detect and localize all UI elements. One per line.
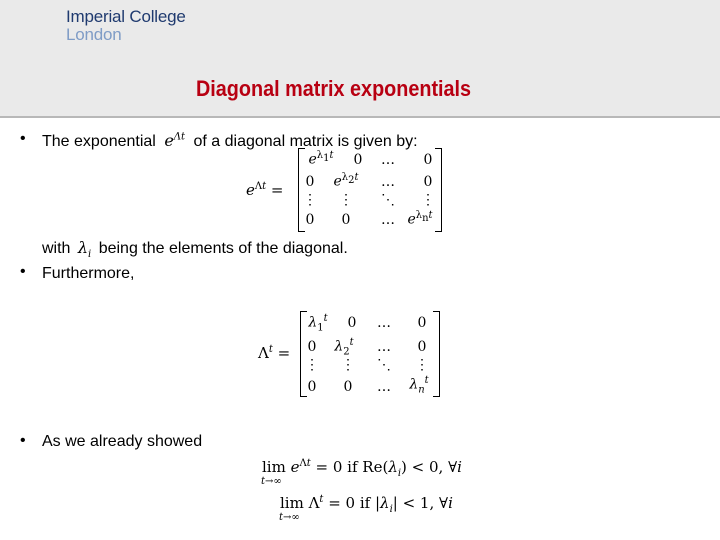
right-bracket: [433, 311, 440, 397]
limit-1-subscript: t→∞: [261, 476, 282, 487]
matrix-1-cell-2-2: ⋱: [381, 192, 395, 208]
matrix-1-cell-0-3: 0: [423, 152, 433, 168]
bullet-marker-1: •: [20, 130, 26, 147]
bullet-2-text: Furthermore,: [42, 265, 135, 282]
logo-line-2: London: [66, 25, 122, 44]
matrix-2-cell-3-2: …: [377, 379, 391, 395]
bullet-1-text-a: The exponential: [42, 133, 156, 150]
matrix-2-cell-1-2: …: [377, 339, 391, 355]
matrix-1-cell-0-2: …: [381, 152, 395, 168]
bullet-marker-3: •: [20, 432, 26, 449]
matrix-1-cell-1-3: 0: [423, 174, 433, 190]
matrix-2-cell-0-3: 0: [417, 315, 427, 331]
matrix-2-cell-1-0: 0: [307, 339, 317, 355]
matrix-1-cell-0-0: $e^{\lambda_1t}$: [308, 150, 334, 168]
matrix-2-cell-0-1: 0: [347, 315, 357, 331]
matrix-1-cell-0-1: 0: [353, 152, 363, 168]
bullet-1-text-b: of a diagonal matrix is given by:: [193, 133, 418, 150]
matrix-2-cell-2-3: ⋮: [415, 357, 429, 373]
bullet-marker-2: •: [20, 263, 26, 280]
matrix-1-cell-1-2: …: [381, 174, 395, 190]
imperial-college-logo: [66, 8, 186, 44]
matrix-1-cell-2-1: ⋮: [339, 192, 353, 208]
matrix-2-cell-0-2: …: [377, 315, 391, 331]
limit-exponential-equation: $\lim e^{\Lambda t} = 0$ if $Re(\lambda_i) < 0$, ∀i: [262, 458, 462, 479]
matrix-2-cell-3-3: $\lambda_n^t$: [409, 375, 429, 396]
matrix-2-cell-2-2: ⋱: [377, 357, 391, 373]
limit-power-equation: $\lim \Lambda^t = 0$ if $|\lambda_i| < 1$, ∀i: [280, 494, 453, 515]
matrix-1-cell-3-2: …: [381, 212, 395, 228]
matrix-2-cell-2-0: ⋮: [305, 357, 319, 373]
matrix-1-cell-2-0: ⋮: [303, 192, 317, 208]
bullet-3-text: As we already showed: [42, 433, 203, 450]
diagonal-power-matrix: [300, 311, 440, 397]
bullet-1-text-d: being the elements of the diagonal.: [98, 240, 348, 257]
matrix-2-cell-1-1: $\lambda_2^t$: [334, 337, 354, 358]
matrix-1-cell-3-3: $e^{\lambda_nt}$: [407, 210, 433, 228]
matrix-1-cell-2-3: ⋮: [421, 192, 435, 208]
exp-lambda-t-inline: $e^{\Lambda t}$: [164, 131, 186, 150]
slide-title: Diagonal matrix exponentials: [196, 76, 472, 101]
logo-line-1: Imperial College: [66, 7, 186, 26]
matrix-1-cell-3-0: 0: [305, 212, 315, 228]
diagonal-exponential-matrix: [298, 148, 442, 232]
matrix-2-cell-3-0: 0: [307, 379, 317, 395]
matrix-1-cell-3-1: 0: [341, 212, 351, 228]
slide-header: [0, 0, 720, 118]
matrix-2-cell-3-1: 0: [343, 379, 353, 395]
bullet-1-text-c: with: [42, 240, 71, 257]
matrix-1-cell-1-0: 0: [305, 174, 315, 190]
matrix-2-cell-0-0: $\lambda_1^t$: [308, 313, 328, 334]
lambda-i-inline: $\lambda_i$: [77, 238, 92, 261]
bullet-1-continuation: [42, 238, 348, 260]
matrix-1-cell-1-1: $e^{\lambda_2t}$: [333, 172, 359, 190]
matrix-1-lhs: $e^{\Lambda t}$ =: [246, 181, 284, 199]
limit-2-subscript: t→∞: [279, 512, 300, 523]
matrix-2-cell-1-3: 0: [417, 339, 427, 355]
matrix-2-lhs: $\Lambda^t$ =: [258, 344, 291, 362]
matrix-2-cell-2-1: ⋮: [341, 357, 355, 373]
